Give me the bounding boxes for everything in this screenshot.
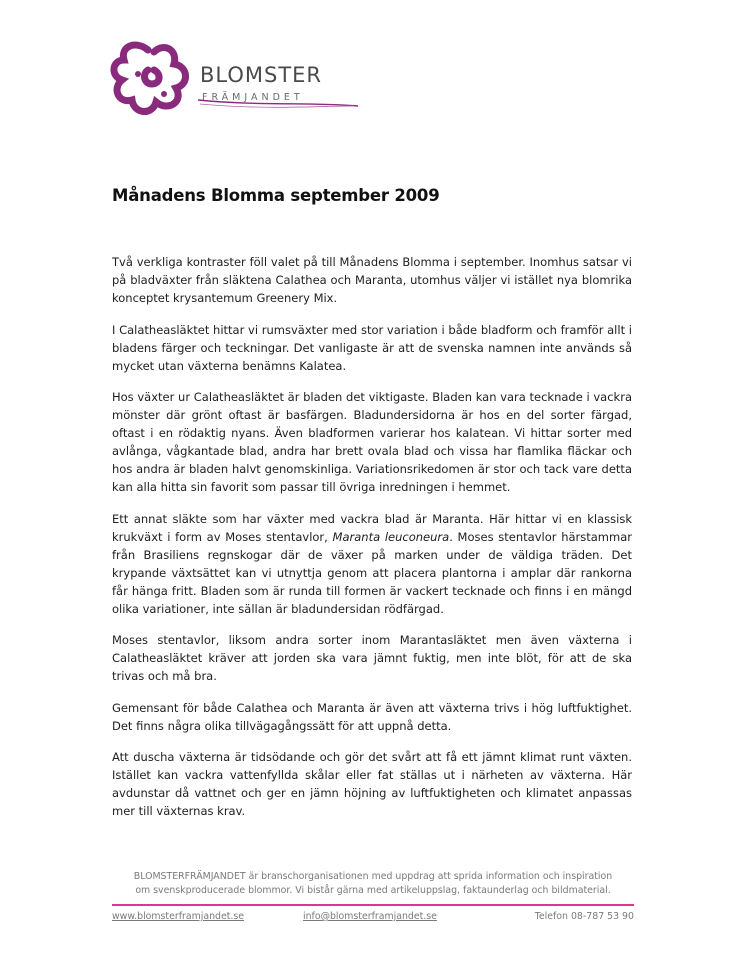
article-body [112, 253, 632, 834]
paragraph [112, 510, 632, 618]
website-link[interactable]: www.blomsterframjandet.se [112, 911, 245, 922]
phone-number: Telefon 08-787 53 90 [534, 911, 634, 922]
footer-note-line: om svenskproducerade blommor. Vi bistår gärna med artikeluppslag, faktaunderlag och bildmaterial. [135, 884, 611, 896]
paragraph: Att duscha växterna är tidsödande och gör det svårt att få ett jämnt klimat runt växten. Istället kan vackra vattenfyllda skålar eller fat ställas ut i närheten av växterna. Här avdunstar då vattnet och ger en jämn höjning av luftfuktigheten och klimatet anpassas mer till växternas krav. [112, 750, 632, 818]
footer-contact [112, 911, 634, 925]
paragraph: Hos växter ur Calatheasläktet är bladen det viktigaste. Bladen kan vara tecknade i vackra mönster där grönt oftast är basfärgen. Bladundersidorna är hos en del sorter färgad, oftast i en rödaktig nyans. Även bladformen varierar hos kalatean. Vi hittar sorter med avlånga, vågkantade blad, andra har brett ovala blad och vissa har flamlika fläckar och hos andra är bladen halvt genomskinliga. Variationsrikedomen är stor och tack vare detta kan alla hitta sin favorit som passar till övriga inredningen i hemmet. [112, 390, 632, 494]
footer-divider [112, 904, 634, 906]
email-link[interactable]: info@blomsterframjandet.se [303, 911, 437, 922]
brand-subtitle: FRÄMJANDET [202, 92, 304, 103]
paragraph: Gemensant för både Calathea och Maranta är även att växterna trivs i hög luftfuktighet. Det finns några olika tillvägagångssätt för att uppnå detta. [112, 700, 632, 733]
paragraph-text: Ett annat släkte som har växter med vackra blad är Maranta. Här hittar vi en klassisk krukväxt i form av Moses stentavlor, [112, 511, 632, 544]
article-title: Månadens Blomma september 2009 [112, 186, 440, 205]
paragraph-text: . Moses stentavlor härstammar från Brasiliens regnskogar där de växer på marken under de väldiga träden. Det krypande växtsättet kan vi utnyttja genom att placera plantorna i amplar där rankorna får hänga fritt. Bladen som är runda till formen är vackert tecknade och finns i en mängd olika variationer, inte sällan är bladundersidan rödfärgad. [112, 529, 632, 616]
brand-name: BLOMSTER [200, 63, 323, 87]
paragraph: Moses stentavlor, liksom andra sorter inom Marantasläktet men även växterna i Calatheasläktet kräver att jorden ska vara jämnt fuktig, men inte blöt, för att de ska trivas och må bra. [112, 633, 632, 683]
paragraph: Två verkliga kontraster föll valet på till Månadens Blomma i september. Inomhus satsar vi på bladväxter från släktena Calathea och Maranta, utomhus väljer vi istället nya blomrika konceptet krysantemum Greenery Mix. [112, 255, 632, 305]
paragraph: I Calatheasläktet hittar vi rumsväxter med stor variation i både bladform och framför allt i bladens färger och teckningar. Det vanligaste är att de svenska namnen inte används så mycket utan växterna benämns Kalatea. [112, 322, 632, 373]
footer-note-line: BLOMSTERFRÄMJANDET är branschorganisationen med uppdrag att sprida information och inspiration [133, 871, 613, 882]
species-name: Maranta leuconeura [332, 529, 450, 544]
footer-note [112, 870, 634, 897]
logo [108, 40, 368, 130]
